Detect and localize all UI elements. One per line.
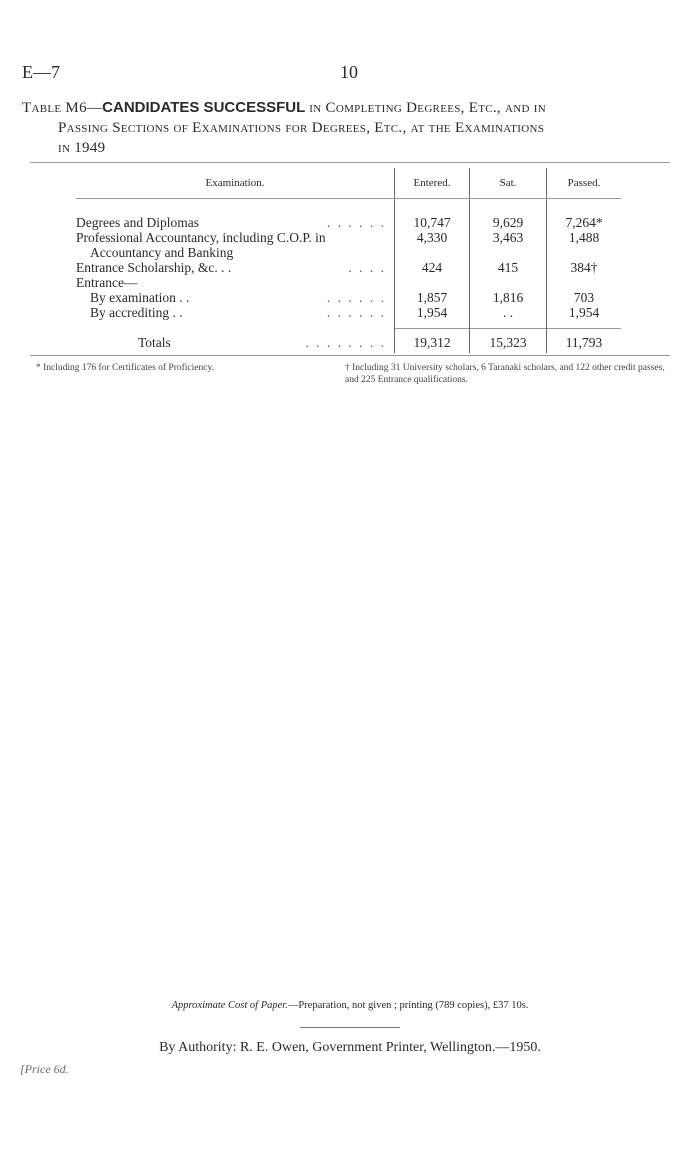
heading-bold-title: CANDIDATES SUCCESSFUL [102,99,306,116]
printer-imprint: By Authority: R. E. Owen, Government Printer, Wellington.—1950. [159,1040,541,1055]
cell-entered: 1,857 [395,290,470,305]
table-row [76,230,621,245]
table-row [76,290,621,305]
cell-passed: 1,954 [547,305,622,320]
top-rule [30,162,670,163]
cell-entered: 424 [395,260,470,275]
cell-sat: 415 [470,260,547,275]
heading-line-1-rest: in Completing Degrees, Etc., and in [305,100,547,116]
cell-entered: 1,954 [395,305,470,320]
cell-sat: 1,816 [470,290,547,305]
cell-passed: 1,488 [547,230,622,245]
footnote-star: * Including 176 for Certificates of Proficiency. [36,363,214,373]
table-row-group [76,275,621,290]
row-label: Entrance Scholarship, &c. . . [76,260,232,275]
heading-line-2: Passing Sections of Examinations for Degrees, Etc., at the Examinations [58,120,545,136]
cost-of-paper [0,1000,700,1011]
total-entered: 19,312 [395,329,470,354]
footnote-dagger: † Including 31 University scholars, 6 Taranaki scholars, and 122 other credit passes, and 225 Entrance qualifications. [345,363,665,385]
total-sat: 15,323 [470,329,547,354]
document-code: E—7 [22,62,60,82]
cell-sat: 3,463 [470,230,547,245]
table-total-row [76,329,621,354]
leader-dots: . . . . . . [326,290,386,305]
leader-dots: . . . . . . [326,215,386,230]
row-label: Professional Accountancy, including C.O.P. in [76,230,326,245]
row-label: Entrance— [76,275,138,290]
price-note: [Price 6d. [20,1062,69,1076]
table-heading [22,98,674,158]
total-passed: 11,793 [547,329,622,354]
cell-entered: 10,747 [395,215,470,230]
footer-rule [300,1027,400,1028]
cell-sat: 9,629 [470,215,547,230]
table-header-row [76,168,621,199]
cost-text: —Preparation, not given ; printing (789 copies), £37 10s. [287,1000,529,1011]
leader-dots: . . . . [348,260,386,275]
col-header-passed: Passed. [547,168,622,199]
cell-entered: 4,330 [395,230,470,245]
heading-line-3: in 1949 [58,140,106,156]
total-label: Totals [138,334,171,350]
table-prefix: Table M6— [22,100,103,116]
row-label: By accrediting . . [90,305,183,320]
leader-dots: . . . . . . [326,305,386,320]
col-header-entered: Entered. [395,168,470,199]
page-number: 10 [340,62,358,82]
cost-label: Approximate Cost of Paper. [171,1000,288,1011]
candidates-table [76,168,621,353]
table-row-continuation [76,245,621,260]
leader-dots: . . . . . . . . [305,334,386,350]
cell-passed: 7,264* [547,215,622,230]
row-label: By examination . . [90,290,190,305]
table-bottom-rule [30,355,670,356]
row-label: Degrees and Diplomas [76,215,199,230]
cell-passed: 384† [547,260,622,275]
col-header-sat: Sat. [470,168,547,199]
table-row [76,215,621,230]
heading-line-1 [22,98,674,118]
cell-sat: . . [470,305,547,320]
table-row [76,305,621,320]
cell-passed: 703 [547,290,622,305]
col-header-examination: Examination. [76,168,395,199]
row-label: Accountancy and Banking [90,245,234,260]
table-row [76,260,621,275]
